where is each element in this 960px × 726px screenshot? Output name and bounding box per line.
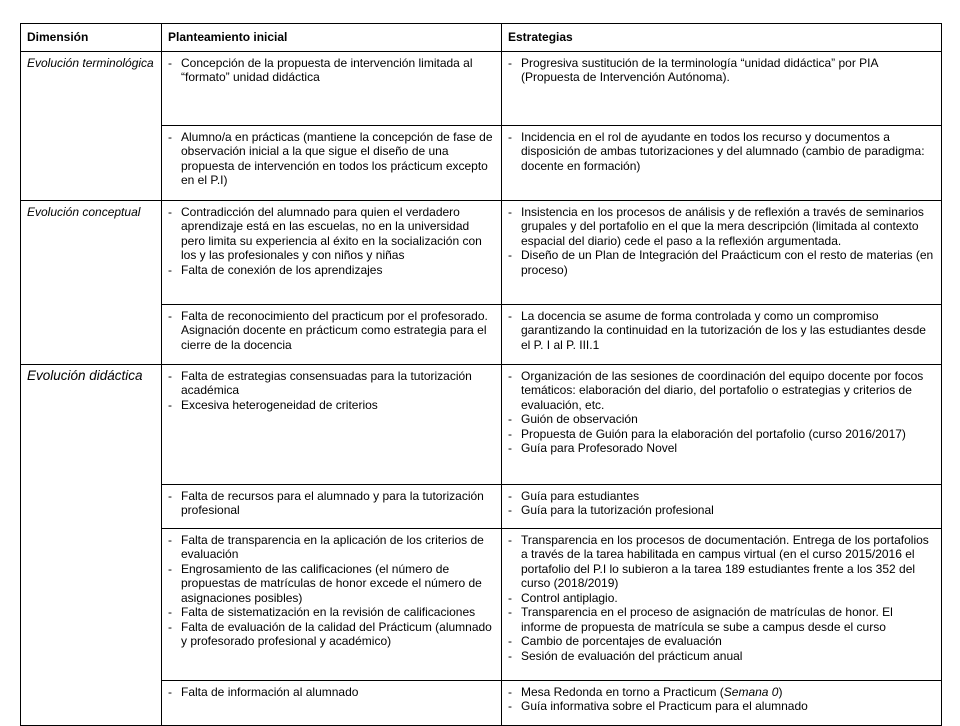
list-item bbox=[508, 685, 936, 700]
dimension-didactic: Evolución didáctica bbox=[21, 364, 162, 725]
strategies-cell bbox=[502, 528, 942, 680]
list-item: - Falta de transparencia en la aplicación de los criterios de evaluación bbox=[168, 533, 496, 562]
list-item: - Falta de reconocimiento del practicum por el profesorado. Asignación docente en prácticum como estrategia para el cierre de la docencia bbox=[168, 309, 496, 353]
strategies-cell bbox=[502, 680, 942, 725]
initial-cell bbox=[162, 528, 502, 680]
initial-cell bbox=[162, 680, 502, 725]
strategies-cell bbox=[502, 125, 942, 200]
list-item: - Falta de evaluación de la calidad del Prácticum (alumnado y profesorado profesional y académico) bbox=[168, 620, 496, 649]
list-item: - Engrosamiento de las calificaciones (el número de propuestas de matrículas de honor excede el número de asignaciones posibles) bbox=[168, 562, 496, 606]
item-text-suffix: ) bbox=[778, 684, 783, 699]
item-text-italic: Semana 0 bbox=[723, 684, 779, 699]
list-item: - Propuesta de Guión para la elaboración del portafolio (curso 2016/2017) bbox=[508, 427, 936, 442]
dimension-terminological: Evolución terminológica bbox=[21, 51, 162, 200]
initial-cell bbox=[162, 364, 502, 484]
list-item: - Alumno/a en prácticas (mantiene la concepción de fase de observación inicial a la que sigue el diseño de una propuesta de intervención en todos los prácticum excepto en el P.I) bbox=[168, 130, 496, 188]
list-item: - Falta de conexión de los aprendizajes bbox=[168, 263, 496, 278]
list-item: - Falta de estrategias consensuadas para la tutorización académica bbox=[168, 369, 496, 398]
header-dimension: Dimensión bbox=[21, 24, 162, 52]
list-item: - Guía para Profesorado Novel bbox=[508, 441, 936, 456]
list-item: - Transparencia en el proceso de asignación de matrículas de honor. El informe de propuesta de matrícula se sube a campus desde el curso bbox=[508, 605, 936, 634]
list-item: - Falta de sistematización en la revisión de calificaciones bbox=[168, 605, 496, 620]
list-item: - La docencia se asume de forma controlada y como un compromiso garantizando la continuidad en la tutorización de los y las estudiantes desde el P. I al P. III.1 bbox=[508, 309, 936, 353]
table-row bbox=[21, 51, 942, 125]
list-item: - Organización de las sesiones de coordinación del equipo docente por focos temáticos: elaboración del diario, del portafolio o estrategias y criterios de evaluación, etc. bbox=[508, 369, 936, 413]
strategies-cell bbox=[502, 51, 942, 125]
strategies-cell bbox=[502, 364, 942, 484]
list-item: - Insistencia en los procesos de análisis y de reflexión a través de seminarios grupales y del portafolio en el que la mera descripción (limitada al contexto espacial del diario) cede el paso a la reflexión argumentada. bbox=[508, 205, 936, 249]
list-item: - Falta de recursos para el alumnado y para la tutorización profesional bbox=[168, 489, 496, 518]
table-row bbox=[21, 364, 942, 484]
list-item: - Guía para la tutorización profesional bbox=[508, 503, 936, 518]
initial-cell bbox=[162, 51, 502, 125]
list-item: - Guía para estudiantes bbox=[508, 489, 936, 504]
initial-cell bbox=[162, 304, 502, 364]
list-item: - Contradicción del alumnado para quien el verdadero aprendizaje está en las escuelas, no en la universidad pero limita su experiencia al éxito en la socialización con los y las profesionales y con niños y niñas bbox=[168, 205, 496, 263]
list-item: - Progresiva sustitución de la terminología “unidad didáctica” por PIA (Propuesta de Intervención Autónoma). bbox=[508, 56, 936, 85]
list-item: - Guía informativa sobre el Practicum para el alumnado bbox=[508, 699, 936, 714]
item-text-prefix: Mesa Redonda en torno a Practicum ( bbox=[521, 684, 724, 699]
initial-cell bbox=[162, 125, 502, 200]
list-item: - Control antiplagio. bbox=[508, 591, 936, 606]
dimension-conceptual: Evolución conceptual bbox=[21, 200, 162, 364]
header-strategies: Estrategias bbox=[502, 24, 942, 52]
list-item: - Cambio de porcentajes de evaluación bbox=[508, 634, 936, 649]
list-item: - Concepción de la propuesta de intervención limitada al “formato” unidad didáctica bbox=[168, 56, 496, 85]
list-item: - Sesión de evaluación del prácticum anual bbox=[508, 649, 936, 664]
initial-cell bbox=[162, 484, 502, 528]
strategies-cell bbox=[502, 484, 942, 528]
initial-cell bbox=[162, 200, 502, 304]
table-row bbox=[21, 200, 942, 304]
list-item: - Excesiva heterogeneidad de criterios bbox=[168, 398, 496, 413]
strategies-cell bbox=[502, 200, 942, 304]
list-item: - Incidencia en el rol de ayudante en todos los recurso y documentos a disposición de ambas tutorizaciones y del alumnado (cambio de paradigma: docente en formación) bbox=[508, 130, 936, 174]
list-item: - Transparencia en los procesos de documentación. Entrega de los portafolios a través de la tarea habilitada en campus virtual (en el curso 2015/2016 el portafolio del P.I lo subieron a la tarea 189 estudiantes frente a los 352 del curso (2018/2019) bbox=[508, 533, 936, 591]
header-row bbox=[21, 24, 942, 52]
list-item: - Guión de observación bbox=[508, 412, 936, 427]
list-item: - Falta de información al alumnado bbox=[168, 685, 496, 700]
strategies-table bbox=[20, 23, 942, 726]
strategies-cell bbox=[502, 304, 942, 364]
list-item: - Diseño de un Plan de Integración del Praácticum con el resto de materias (en proceso) bbox=[508, 248, 936, 277]
header-initial: Planteamiento inicial bbox=[162, 24, 502, 52]
